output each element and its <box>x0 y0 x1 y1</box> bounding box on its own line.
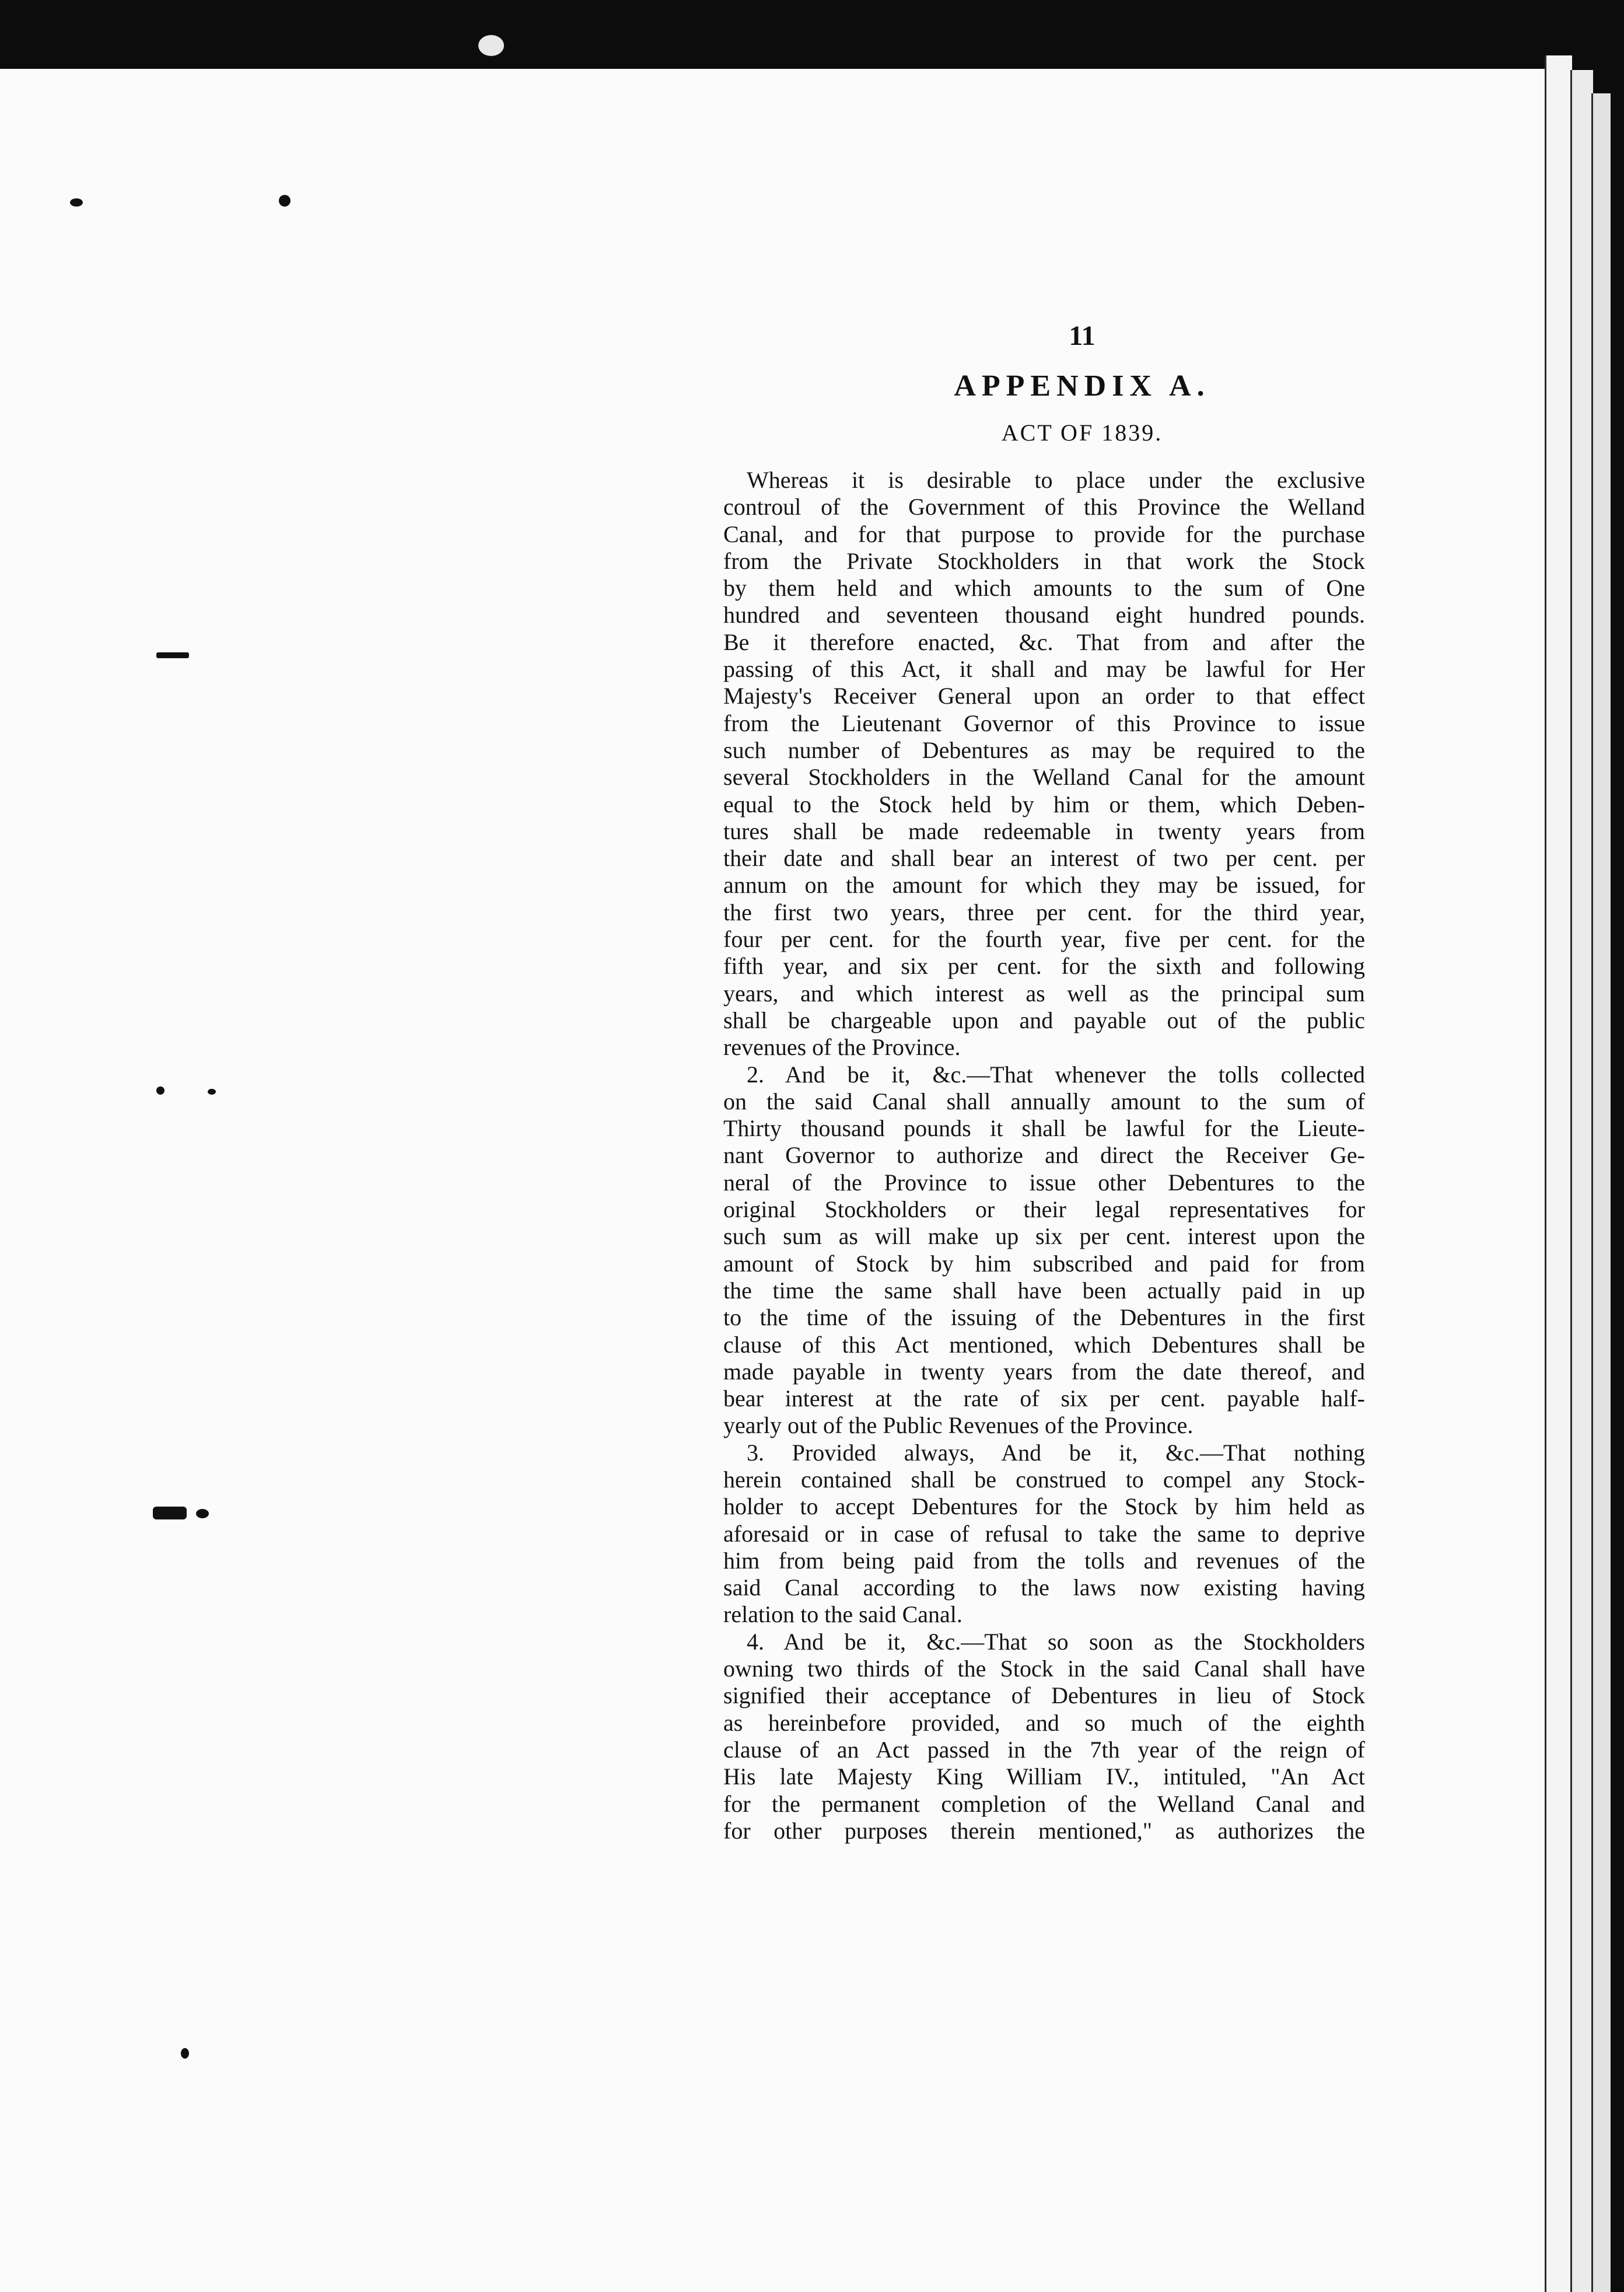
text-line: Whereas it is desirable to place under the exclusive <box>747 467 1365 493</box>
text-line: annum on the amount for which they may be issued, for <box>723 872 1365 899</box>
text-line: from the Lieutenant Governor of this Province to issue <box>723 710 1365 736</box>
scan-speck <box>156 652 189 658</box>
text-line: 2. And be it, &c.—That whenever the tolls collected <box>747 1061 1365 1088</box>
text-line: original Stockholders or their legal representatives for <box>723 1196 1365 1223</box>
text-line: neral of the Province to issue other Debentures to the <box>723 1169 1365 1196</box>
scan-speck <box>181 2048 189 2059</box>
page-edge <box>1545 55 1572 2292</box>
text-line: herein contained shall be construed to compel any Stock- <box>723 1466 1365 1493</box>
text-line: him from being paid from the tolls and revenues of the <box>723 1547 1365 1574</box>
page-edge <box>1570 70 1593 2292</box>
scan-speck <box>208 1089 216 1095</box>
text-line: said Canal according to the laws now existing having <box>723 1574 1365 1601</box>
text-line: passing of this Act, it shall and may be lawful for Her <box>723 656 1365 683</box>
text-line: such number of Debentures as may be required to the <box>723 736 1365 763</box>
text-line: the first two years, three per cent. for the third year, <box>723 899 1365 925</box>
text-line: years, and which interest as well as the principal sum <box>723 980 1365 1007</box>
text-line: revenues of the Province. <box>723 1034 961 1061</box>
text-line: nant Governor to authorize and direct the Receiver Ge- <box>723 1142 1365 1169</box>
text-line: clause of this Act mentioned, which Debentures shall be <box>723 1331 1365 1358</box>
scan-speck <box>196 1509 209 1518</box>
scan-top-border <box>0 0 1624 69</box>
text-line: as hereinbefore provided, and so much of the eighth <box>723 1709 1365 1736</box>
text-line: to the time of the issuing of the Debentures in the first <box>723 1304 1365 1331</box>
text-line: holder to accept Debentures for the Stock by him held as <box>723 1493 1365 1520</box>
text-line: 3. Provided always, And be it, &c.—That nothing <box>747 1439 1365 1466</box>
text-line: for other purposes therein mentioned," as authorizes the <box>723 1817 1365 1844</box>
text-line: hundred and seventeen thousand eight hundred pounds. <box>723 602 1365 628</box>
text-line: Thirty thousand pounds it shall be lawful for the Lieute- <box>723 1115 1365 1142</box>
page-edge <box>1591 93 1611 2292</box>
scan-speck <box>279 195 290 207</box>
text-line: His late Majesty King William IV., intituled, "An Act <box>723 1763 1365 1790</box>
text-line: relation to the said Canal. <box>723 1601 963 1628</box>
text-line: Canal, and for that purpose to provide for the purchase <box>723 520 1365 547</box>
text-line: yearly out of the Public Revenues of the Province. <box>723 1412 1194 1439</box>
appendix-title: APPENDIX A. <box>954 369 1210 403</box>
text-line: owning two thirds of the Stock in the said Canal shall have <box>723 1655 1365 1682</box>
text-line: several Stockholders in the Welland Canal for the amount <box>723 764 1365 791</box>
text-line: controul of the Government of this Province the Welland <box>723 494 1365 520</box>
text-line: aforesaid or in case of refusal to take the same to deprive <box>723 1520 1365 1547</box>
page-number: 11 <box>1069 320 1096 351</box>
scan-speck <box>70 198 83 207</box>
scan-speck <box>156 1086 164 1095</box>
text-line: by them held and which amounts to the sum of One <box>723 575 1365 602</box>
act-title: ACT OF 1839. <box>1001 420 1163 446</box>
scan-speck <box>478 35 504 56</box>
text-line: for the permanent completion of the Welland Canal and <box>723 1790 1365 1817</box>
text-line: amount of Stock by him subscribed and paid for from <box>723 1250 1365 1277</box>
text-line: Be it therefore enacted, &c. That from and after the <box>723 628 1365 655</box>
text-line: signified their acceptance of Debentures in lieu of Stock <box>723 1682 1365 1709</box>
text-line: fifth year, and six per cent. for the sixth and following <box>723 953 1365 980</box>
scan-speck <box>153 1507 187 1519</box>
text-line: tures shall be made redeemable in twenty years from <box>723 817 1365 844</box>
text-line: 4. And be it, &c.—That so soon as the Stockholders <box>747 1628 1365 1655</box>
text-line: Majesty's Receiver General upon an order to that effect <box>723 683 1365 710</box>
act-body-text <box>723 467 1365 1844</box>
text-line: the time the same shall have been actually paid in up <box>723 1277 1365 1304</box>
text-line: on the said Canal shall annually amount to the sum of <box>723 1088 1365 1114</box>
text-line: equal to the Stock held by him or them, which Deben- <box>723 791 1365 817</box>
text-line: such sum as will make up six per cent. interest upon the <box>723 1223 1365 1250</box>
text-line: four per cent. for the fourth year, five per cent. for the <box>723 926 1365 953</box>
text-line: bear interest at the rate of six per cent. payable half- <box>723 1385 1365 1412</box>
text-line: shall be chargeable upon and payable out of the public <box>723 1007 1365 1033</box>
text-line: their date and shall bear an interest of two per cent. per <box>723 845 1365 872</box>
text-line: made payable in twenty years from the date thereof, and <box>723 1358 1365 1385</box>
text-line: from the Private Stockholders in that work the Stock <box>723 547 1365 574</box>
text-line: clause of an Act passed in the 7th year of the reign of <box>723 1736 1365 1763</box>
